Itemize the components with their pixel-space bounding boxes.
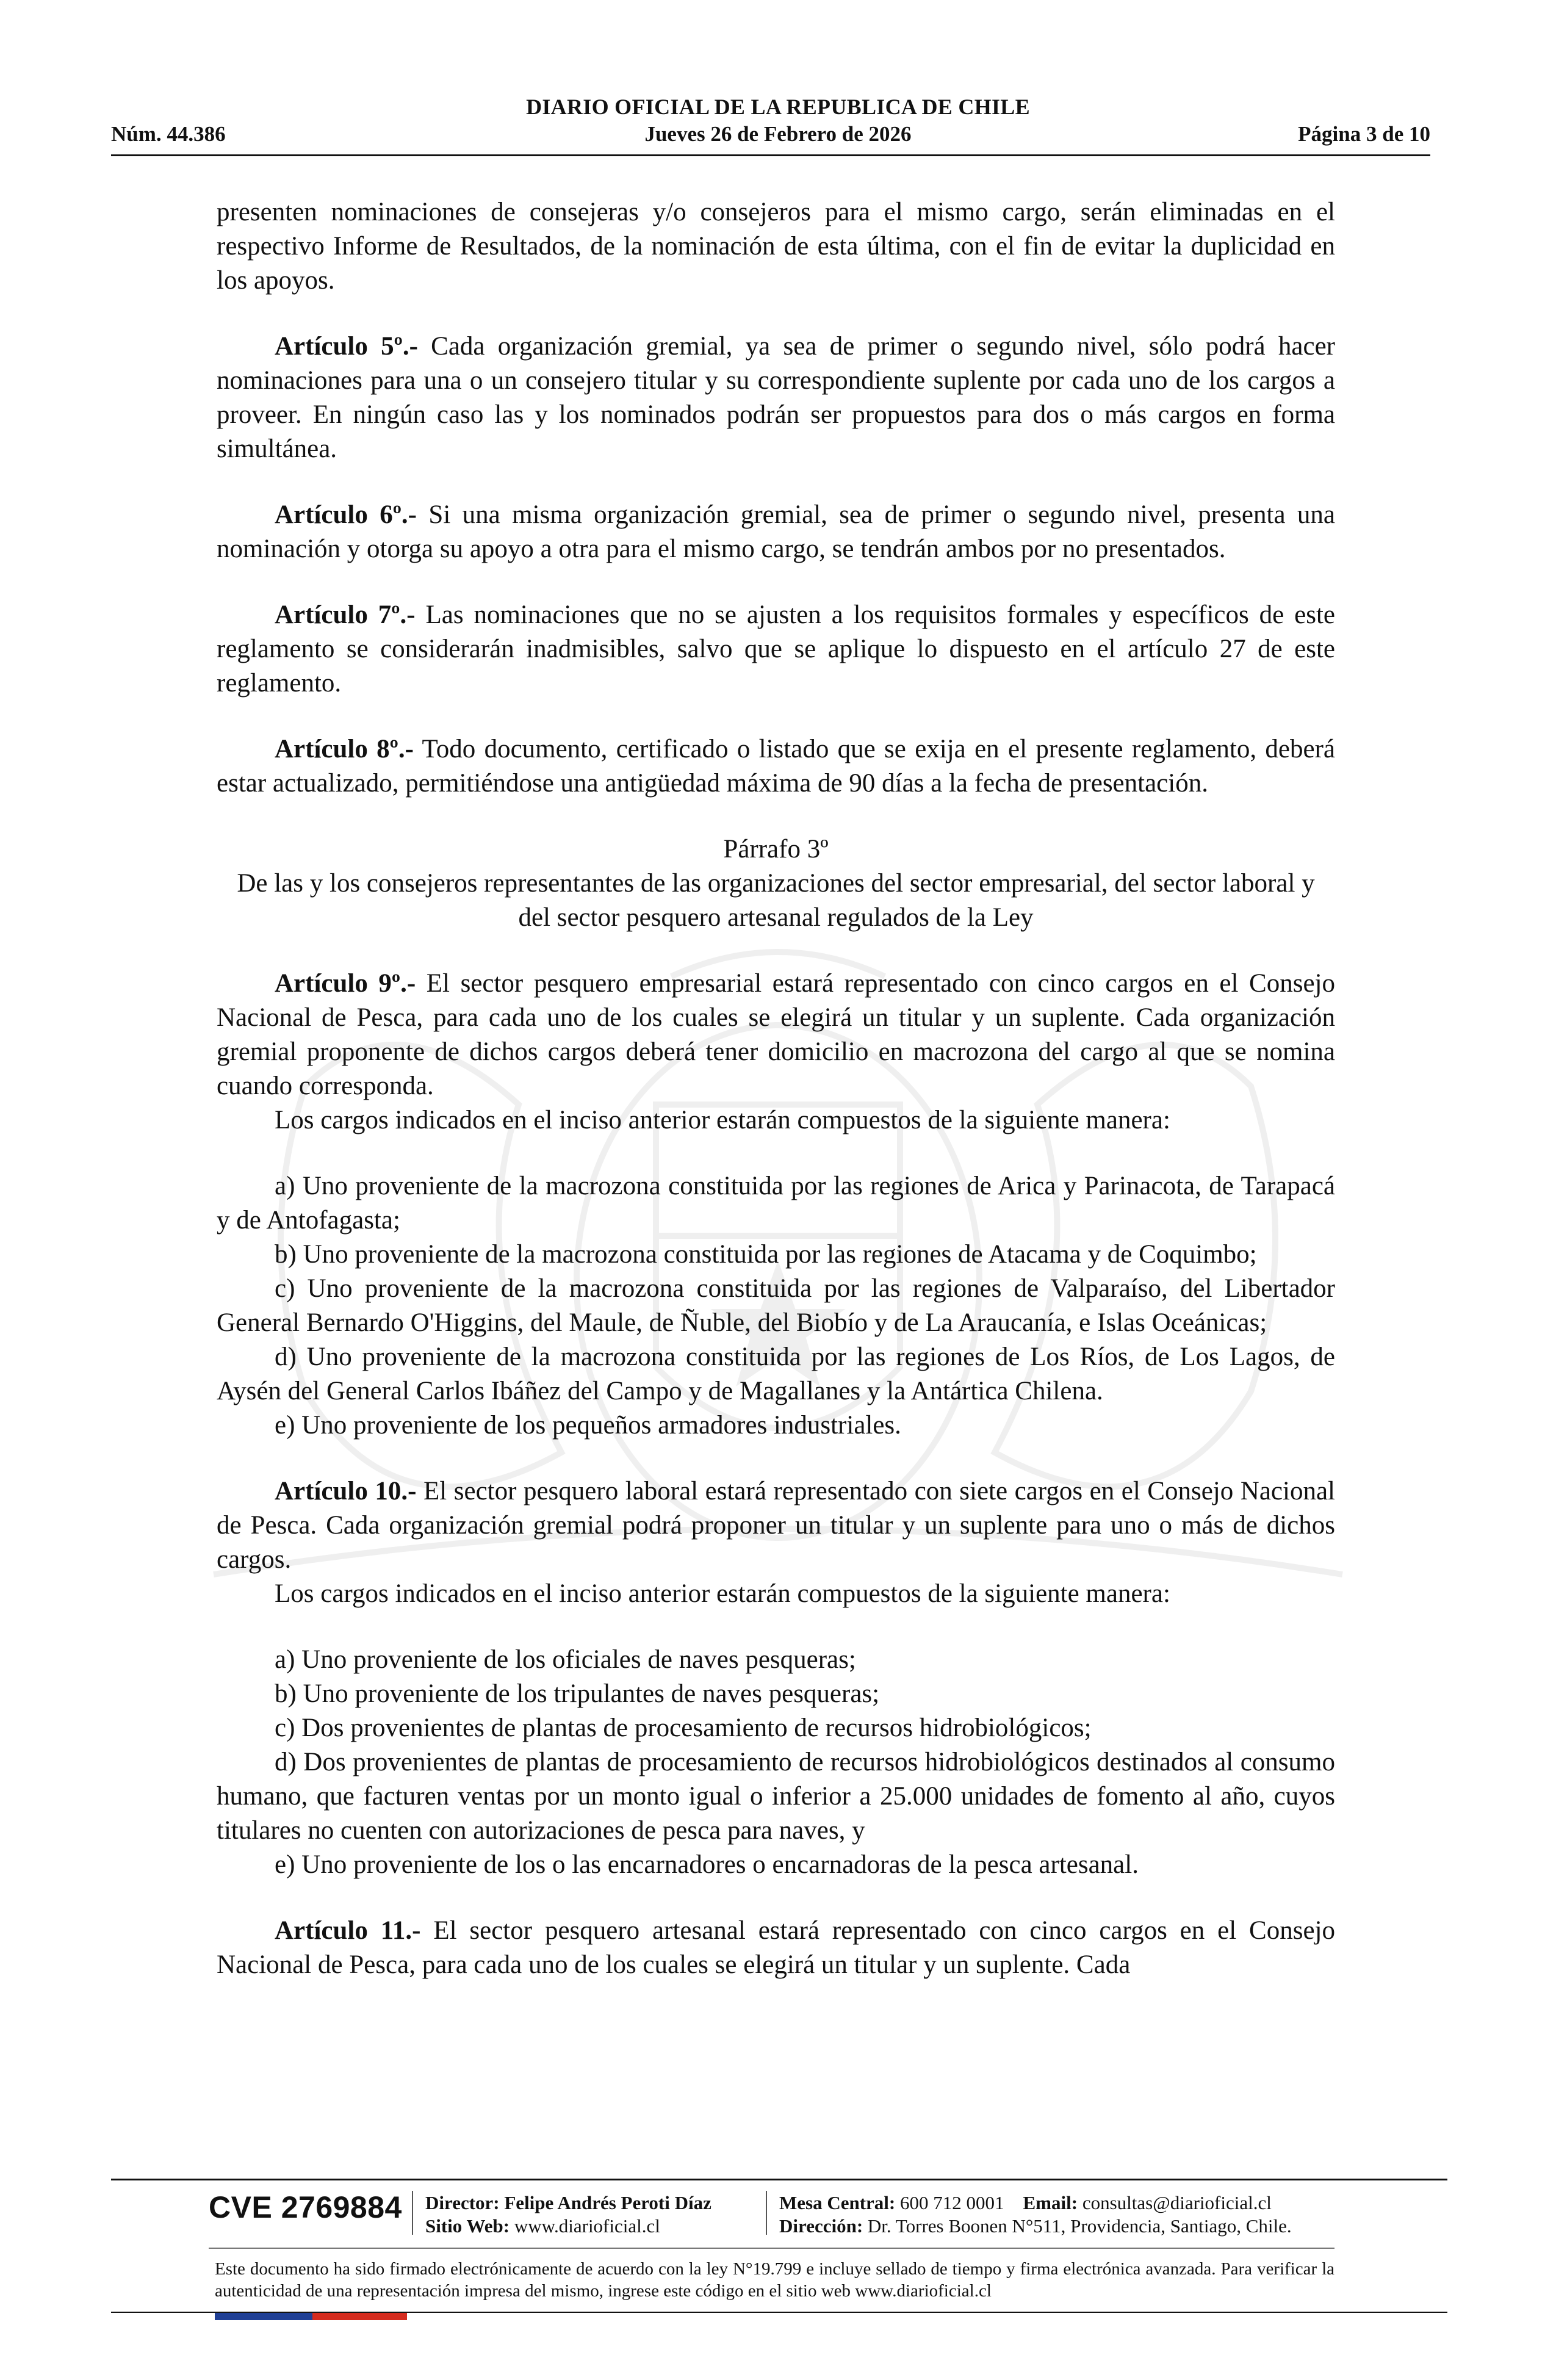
list-item: e) Uno proveniente de los o las encarnadores o encarnadoras de la pesca artesanal. xyxy=(275,1850,1139,1879)
article-9 xyxy=(217,967,1335,1103)
email-link[interactable]: consultas@diarioficial.cl xyxy=(1082,2192,1272,2213)
footer-divider-mid xyxy=(209,2248,1334,2249)
article-7 xyxy=(217,598,1335,701)
flag-stripe-blue xyxy=(215,2313,312,2320)
website-label: Sitio Web: xyxy=(425,2215,510,2237)
email-label: Email: xyxy=(1023,2192,1078,2213)
article-8-text: Todo documento, certificado o listado que se exija en el presente reglamento, deberá estar actualizado, permitiéndose una antigüedad máxima de 90 días a la fecha de presentación. xyxy=(217,735,1335,798)
footer-separator xyxy=(766,2191,767,2235)
article-6 xyxy=(217,498,1335,566)
address-value: Dr. Torres Boonen N°511, Providencia, Santiago, Chile. xyxy=(867,2215,1292,2237)
header-divider xyxy=(111,154,1430,156)
list-item: d) Uno proveniente de la macrozona constituida por las regiones de Los Ríos, de Los Lagos, de Aysén del General Carlos Ibáñez del Campo y de Magallanes y la Antártica Chilena. xyxy=(217,1343,1335,1405)
article-10-subparagraph: Los cargos indicados en el inciso anterior estarán compuestos de la siguiente manera: xyxy=(275,1579,1170,1608)
article-7-label: Artículo 7º.- xyxy=(275,600,416,629)
list-item: c) Uno proveniente de la macrozona constituida por las regiones de Valparaíso, del Libertador General Bernardo O'Higgins, del Maule, de Ñuble, del Biobío y de La Araucanía, e Islas Oceánicas; xyxy=(217,1274,1335,1337)
article-9-label: Artículo 9º.- xyxy=(275,969,416,998)
article-8 xyxy=(217,732,1335,801)
page-indicator: Página 3 de 10 xyxy=(1298,122,1430,146)
article-10-text: El sector pesquero laboral estará representado con siete cargos en el Consejo Nacional de Pesca. Cada organización gremial podrá proponer un titular y un suplente para uno o más de dichos cargos. xyxy=(217,1477,1335,1574)
director-label: Director: xyxy=(425,2192,500,2213)
list-item: a) Uno proveniente de la macrozona constituida por las regiones de Arica y Parinacota, de Tarapacá y de Antofagasta; xyxy=(217,1172,1335,1235)
article-5-label: Artículo 5º.- xyxy=(275,332,418,361)
intro-paragraph: presenten nominaciones de consejeras y/o consejeros para el mismo cargo, serán eliminadas en el respectivo Informe de Resultados, de la nominación de esta última, con el fin de evitar la duplicidad en los apoyos. xyxy=(217,198,1335,295)
website-link[interactable]: www.diarioficial.cl xyxy=(514,2215,660,2237)
list-item: b) Uno proveniente de la macrozona constituida por las regiones de Atacama y de Coquimbo; xyxy=(275,1240,1257,1269)
list-item: a) Uno proveniente de los oficiales de naves pesqueras; xyxy=(275,1645,856,1674)
director-line xyxy=(425,2192,711,2214)
cve-code: CVE 2769884 xyxy=(209,2190,402,2224)
list-item: b) Uno proveniente de los tripulantes de naves pesqueras; xyxy=(275,1679,880,1708)
article-5 xyxy=(217,330,1335,466)
article-5-text: Cada organización gremial, ya sea de primer o segundo nivel, sólo podrá hacer nominaciones para una o un consejero titular y su correspondiente suplente por cada uno de los cargos a proveer. En ningún caso las y los nominados podrán ser propuestos para dos o más cargos en forma simultánea. xyxy=(217,332,1335,463)
flag-stripe-red xyxy=(312,2313,407,2320)
article-9-text: El sector pesquero empresarial estará representado con cinco cargos en el Consejo Nacional de Pesca, para cada uno de los cuales se elegirá un titular y un suplente. Cada organización gremial proponente de dichos cargos deberá tener domicilio en macrozona del cargo al que se nomina cuando corresponda. xyxy=(217,969,1335,1100)
article-7-text: Las nominaciones que no se ajusten a los requisitos formales y específicos de este reglamento se considerarán inadmisibles, salvo que se aplique lo dispuesto en el artículo 27 de este reglamento. xyxy=(217,600,1335,698)
phone-email-line xyxy=(779,2192,1272,2214)
article-10 xyxy=(217,1474,1335,1577)
article-9-subparagraph: Los cargos indicados en el inciso anterior estarán compuestos de la siguiente manera: xyxy=(275,1106,1170,1134)
article-6-text: Si una misma organización gremial, sea de primer o segundo nivel, presenta una nominación y otorga su apoyo a otra para el mismo cargo, se tendrán ambos por no presentados. xyxy=(217,500,1335,563)
article-10-label: Artículo 10.- xyxy=(275,1477,417,1506)
director-name: Felipe Andrés Peroti Díaz xyxy=(504,2192,711,2213)
footer-separator xyxy=(412,2191,413,2235)
list-item: d) Dos provenientes de plantas de procesamiento de recursos hidrobiológicos destinados al consumo humano, que facturen ventas por un monto igual o inferior a 25.000 unidades de fomento al año, cuyos titulares no cuenten con autorizaciones de pesca para naves, y xyxy=(217,1748,1335,1845)
gazette-title: DIARIO OFICIAL DE LA REPUBLICA DE CHILE xyxy=(526,95,1030,119)
section-number: Párrafo 3º xyxy=(723,835,829,864)
document-body xyxy=(217,195,1335,1982)
phone-value: 600 712 0001 xyxy=(900,2192,1004,2213)
section-title: De las y los consejeros representantes de las organizaciones del sector empresarial, del sector laboral y del sector pesquero artesanal regulados de la Ley xyxy=(237,869,1315,932)
signature-notice: Este documento ha sido firmado electrónicamente de acuerdo con la ley N°19.799 e incluye sellado de tiempo y firma electrónica avanzada. Para verificar la autenticidad de una representación impresa del mismo, ingrese este código en el sitio web www.diarioficial.cl xyxy=(215,2259,1334,2301)
address-label: Dirección: xyxy=(779,2215,863,2237)
list-item: c) Dos provenientes de plantas de procesamiento de recursos hidrobiológicos; xyxy=(275,1714,1092,1742)
address-line xyxy=(779,2215,1292,2237)
article-6-label: Artículo 6º.- xyxy=(275,500,417,529)
list-item: e) Uno proveniente de los pequeños armadores industriales. xyxy=(275,1411,901,1440)
issue-number: Núm. 44.386 xyxy=(111,122,226,146)
website-line xyxy=(425,2215,660,2237)
issue-date: Jueves 26 de Febrero de 2026 xyxy=(644,122,912,146)
article-8-label: Artículo 8º.- xyxy=(275,735,414,763)
phone-label: Mesa Central: xyxy=(779,2192,896,2213)
article-11 xyxy=(217,1914,1335,1982)
article-11-label: Artículo 11.- xyxy=(275,1916,421,1945)
footer-divider-top xyxy=(111,2179,1447,2180)
article-11-text: El sector pesquero artesanal estará representado con cinco cargos en el Consejo Nacional de Pesca, para cada uno de los cuales se elegirá un titular y un suplente. Cada xyxy=(217,1916,1335,1979)
